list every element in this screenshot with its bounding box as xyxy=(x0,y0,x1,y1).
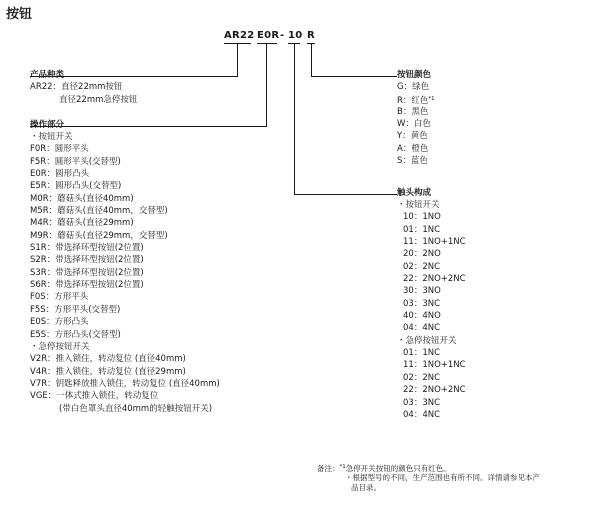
list-item: S1R：带选择环型按钮(2位置) xyxy=(30,243,144,254)
contacts-heading: 触头构成 xyxy=(397,188,432,198)
list-item: F0S：方形平头 xyxy=(30,292,89,303)
list-item: M5R：蘑菇头(直径40mm，交替型) xyxy=(30,206,168,217)
list-item: M4R：蘑菇头(直径29mm) xyxy=(30,218,134,229)
remark-line-1 xyxy=(317,462,540,473)
list-item: E0S：方形凸头 xyxy=(30,317,89,328)
list-item: 20：2NO xyxy=(403,249,441,260)
list-item: 03：3NC xyxy=(403,298,441,309)
operation-heading: 操作部分 xyxy=(30,120,65,130)
button-color-list xyxy=(397,81,435,167)
list-item: Y：黄色 xyxy=(397,131,428,142)
color-red-label: R：红色 xyxy=(397,96,429,107)
list-item: V2R：推入锁住，转动复位 (直径40mm) xyxy=(30,354,186,365)
list-item: 11：1NO+1NC xyxy=(403,237,466,248)
button-color-heading: 按钮颜色 xyxy=(397,70,432,80)
list-item: V4R：推入锁住，转动复位 (直径29mm) xyxy=(30,366,186,377)
remark-line-3: 品目录。 xyxy=(351,483,381,492)
list-item: E5R：圆形凸头(交替型) xyxy=(30,181,122,192)
model-code-series: AR22 xyxy=(224,30,255,41)
list-item: 10：1NO xyxy=(403,212,441,223)
model-code-contacts: 10 xyxy=(288,30,303,41)
list-item: 04：4NC xyxy=(403,323,441,334)
model-code-color: R xyxy=(307,30,316,41)
list-item: F0R：圆形平头 xyxy=(30,144,89,155)
product-series-line-2: 直径22mm急停按钮 xyxy=(59,95,138,105)
page-title: 按钮 xyxy=(6,7,33,22)
list-item: W：白色 xyxy=(397,119,431,130)
product-series-heading: 产品种类 xyxy=(30,70,65,80)
connector-contacts-h xyxy=(294,194,397,195)
list-item: 22：2NO+2NC xyxy=(403,274,466,285)
list-item: A：橙色 xyxy=(397,143,429,154)
list-item: V7R：钥匙释放推入锁住，转动复位 (直径40mm) xyxy=(30,378,220,389)
list-item: F5R：圆形平头(交替型) xyxy=(30,156,121,167)
connector-contacts-v xyxy=(294,44,295,194)
list-item: S3R：带选择环型按钮(2位置) xyxy=(30,267,144,278)
list-item: E0R：圆形凸头 xyxy=(30,169,90,180)
list-item: G：绿色 xyxy=(397,82,430,92)
list-item: (带白色罩头直径40mm的轻触按钮开关) xyxy=(59,403,213,414)
list-item: 40：4NO xyxy=(403,311,441,322)
list-item: S2R：带选择环型按钮(2位置) xyxy=(30,255,144,266)
list-item: VGE：一体式推入锁住，转动复位 xyxy=(30,391,159,402)
connector-series-v xyxy=(237,44,238,76)
remark-text-1: 急停开关按钮的颜色只有红色。 xyxy=(345,464,451,473)
list-item: ・按钮开关 xyxy=(397,200,440,210)
list-item: M9R：蘑菇头(直径29mm，交替型) xyxy=(30,230,168,241)
list-item: F5S：方形平头(交替型) xyxy=(30,304,121,315)
operation-list xyxy=(30,131,220,415)
list-item: 22：2NO+2NC xyxy=(403,385,466,396)
list-item: 02：2NC xyxy=(403,261,441,272)
list-item: E5S：方形凸头(交替型) xyxy=(30,329,121,340)
list-item: 04：4NC xyxy=(403,409,441,420)
remarks xyxy=(317,462,540,494)
connector-operation-v xyxy=(266,44,267,126)
model-code-dash: - xyxy=(280,30,285,41)
list-item: 01：1NC xyxy=(403,348,441,359)
list-item: 11：1NO+1NC xyxy=(403,360,466,371)
product-series-line-1: AR22：直径22mm按钮 xyxy=(30,82,123,92)
list-item: B：黑色 xyxy=(397,106,429,117)
list-item xyxy=(397,93,435,105)
list-item: ・急停按钮开关 xyxy=(397,335,457,346)
footnote-mark: *1 xyxy=(339,464,346,470)
connector-color-h xyxy=(311,76,397,77)
list-item: S：蓝色 xyxy=(397,156,428,167)
remark-line-2: ・根据型号的不同，生产范围也有所不同。详情请参见本产 xyxy=(345,472,540,482)
contacts-list xyxy=(397,199,466,421)
connector-color-v xyxy=(311,44,312,76)
list-item: ・急停按钮开关 xyxy=(30,341,90,352)
model-code-operation: E0R xyxy=(257,30,280,41)
list-item: ・按钮开关 xyxy=(30,132,73,142)
footnote-mark: *1 xyxy=(428,96,435,103)
remark-label: 备注： xyxy=(317,464,340,473)
list-item: 30：3NO xyxy=(403,286,441,297)
underline-operation xyxy=(257,43,277,44)
list-item: 03：3NC xyxy=(403,397,441,408)
list-item: 01：1NC xyxy=(403,224,441,235)
connector-operation-h xyxy=(30,126,267,127)
list-item: 02：2NC xyxy=(403,372,441,383)
list-item: S6R：带选择环型按钮(2位置) xyxy=(30,280,144,291)
list-item: M0R：蘑菇头(直径40mm) xyxy=(30,193,134,204)
